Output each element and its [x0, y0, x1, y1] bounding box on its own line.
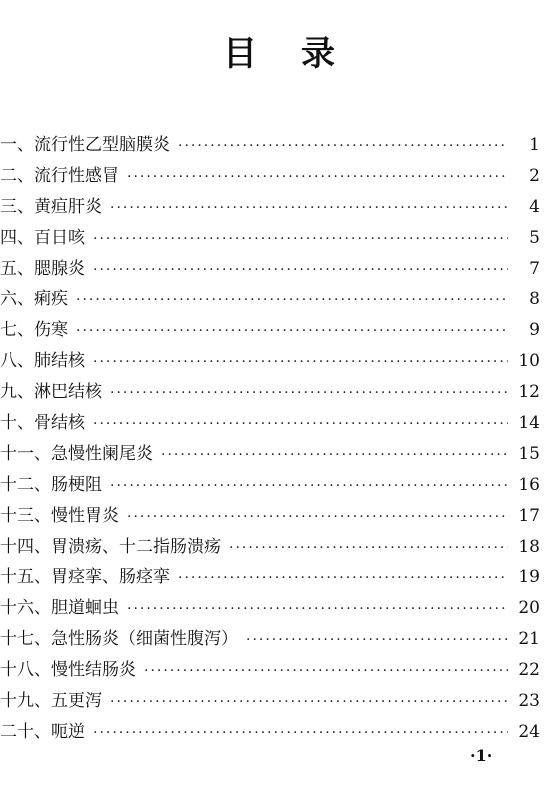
toc-entry	[0, 284, 540, 315]
toc-entry-title: 一、流行性乙型脑膜炎	[0, 135, 170, 155]
toc-entry	[0, 562, 540, 593]
dot-leader	[246, 625, 508, 656]
toc-entry-page: 12	[518, 382, 540, 403]
toc-entry-page: 14	[518, 413, 540, 434]
toc-entry	[0, 346, 540, 377]
toc-entry-title: 十九、五更泻	[0, 691, 102, 712]
toc-entry	[0, 315, 540, 346]
dot-leader	[127, 594, 508, 625]
toc-entry-page: 9	[529, 320, 540, 341]
page-title	[0, 26, 558, 75]
toc-entry-page: 15	[518, 443, 540, 464]
toc-entry-page: 10	[518, 351, 540, 372]
toc-entry-title: 十五、胃痉挛、肠痉挛	[0, 567, 170, 588]
dot-leader	[178, 131, 508, 162]
toc-entry-title: 十、骨结核	[0, 413, 85, 434]
dot-leader	[110, 378, 508, 409]
toc-entry-title: 十二、肠梗阻	[0, 474, 102, 495]
toc-entry	[0, 161, 540, 192]
dot-leader	[93, 255, 508, 286]
dot-leader	[93, 224, 508, 255]
page-title-char-2: 录	[301, 34, 335, 74]
toc-entry-title: 七、伤寒	[0, 320, 68, 341]
dot-leader	[93, 718, 508, 749]
toc-entry-page: 1	[529, 135, 540, 155]
toc-entry-page: 5	[529, 227, 540, 248]
dot-leader	[93, 347, 508, 378]
toc-entry	[0, 686, 540, 717]
dot-leader	[110, 687, 508, 718]
toc-entry	[0, 130, 540, 161]
dot-leader	[127, 162, 508, 193]
dot-leader	[110, 471, 508, 502]
dot-leader	[144, 656, 508, 687]
toc-entry-page: 20	[518, 598, 540, 619]
dot-leader	[76, 316, 508, 347]
toc-entry-title: 四、百日咳	[0, 227, 85, 248]
toc-entry-page: 19	[518, 567, 540, 588]
toc-entry-page: 2	[529, 165, 540, 186]
toc-entry-title: 十四、胃溃疡、十二指肠溃疡	[0, 536, 221, 557]
page-number: ·1·	[470, 746, 493, 765]
toc-entry-title: 五、腮腺炎	[0, 258, 85, 279]
table-of-contents	[0, 130, 540, 748]
toc-entry	[0, 470, 540, 501]
toc-entry	[0, 408, 540, 439]
toc-entry-page: 16	[518, 474, 540, 495]
toc-entry-page: 24	[518, 721, 540, 742]
toc-entry-title: 二、流行性感冒	[0, 165, 119, 186]
toc-entry-title: 十三、慢性胃炎	[0, 505, 119, 526]
toc-entry	[0, 655, 540, 686]
toc-entry-title: 十一、急慢性阑尾炎	[0, 443, 153, 464]
toc-entry-page: 21	[518, 629, 540, 650]
toc-entry-title: 九、淋巴结核	[0, 382, 102, 403]
toc-entry-title: 二十、呃逆	[0, 721, 85, 742]
toc-entry	[0, 717, 540, 748]
dot-leader	[110, 193, 508, 224]
toc-entry-title: 十六、胆道蛔虫	[0, 598, 119, 619]
toc-entry-title: 六、痢疾	[0, 289, 68, 310]
toc-entry	[0, 532, 540, 563]
page-title-char-1: 目	[223, 34, 257, 74]
toc-entry-title: 三、黄疸肝炎	[0, 196, 102, 217]
toc-entry-page: 7	[529, 258, 540, 279]
toc-entry-page: 22	[518, 660, 540, 681]
toc-entry-title: 十七、急性肠炎（细菌性腹泻）	[0, 629, 238, 650]
toc-entry	[0, 223, 540, 254]
dot-leader	[93, 409, 508, 440]
toc-entry-title: 八、肺结核	[0, 351, 85, 372]
toc-entry-page: 18	[518, 536, 540, 557]
toc-entry-page: 23	[518, 691, 540, 712]
dot-leader	[76, 285, 508, 316]
toc-entry-page: 8	[529, 289, 540, 310]
toc-entry	[0, 624, 540, 655]
toc-entry-title: 十八、慢性结肠炎	[0, 660, 136, 681]
toc-entry	[0, 254, 540, 285]
dot-leader	[229, 533, 508, 564]
toc-entry	[0, 192, 540, 223]
toc-entry-page: 4	[529, 196, 540, 217]
dot-leader	[127, 502, 508, 533]
toc-entry	[0, 593, 540, 624]
toc-entry	[0, 377, 540, 408]
toc-entry	[0, 439, 540, 470]
toc-entry	[0, 501, 540, 532]
toc-entry-page: 17	[518, 505, 540, 526]
dot-leader	[178, 563, 508, 594]
dot-leader	[161, 440, 508, 471]
